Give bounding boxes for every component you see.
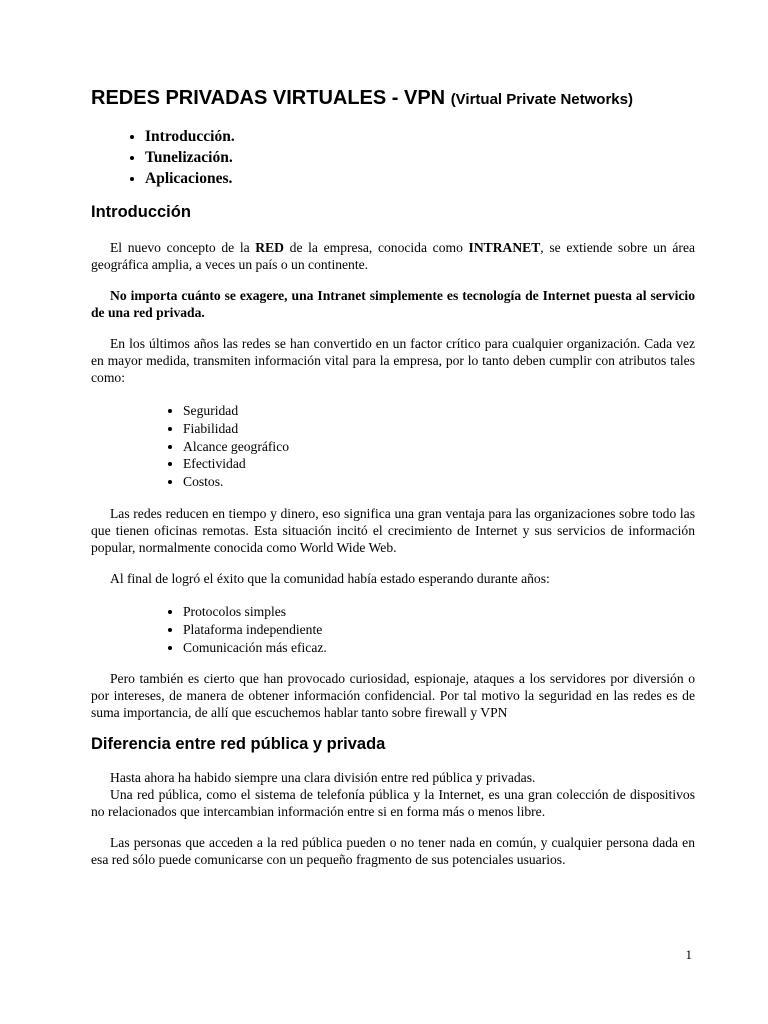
intro-paragraph-4: Las redes reducen en tiempo y dinero, eso significa una gran ventaja para las organizaciones sobre todo las que tienen oficinas remotas. Esta situación incitó el crecimiento de Internet y sus servicios de información popular, normalmente conocida como World Wide Web.	[91, 505, 695, 555]
intro-paragraph-2-bold: No importa cuánto se exagere, una Intranet simplemente es tecnología de Internet puesta al servicio de una red privada.	[91, 288, 695, 320]
document-title	[91, 84, 695, 114]
title-subtitle: (Virtual Private Networks)	[450, 91, 633, 108]
title-main: REDES PRIVADAS VIRTUALES - VPN	[91, 87, 446, 109]
intro-paragraph-5: Al final de logró el éxito que la comunidad había estado esperando durante años:	[110, 570, 550, 586]
difference-paragraph-3: Las personas que acceden a la red pública pueden o no tener nada en común, y cualquier persona dada en esa red sólo puede comunicarse con un pequeño fragmento de sus potenciales usuarios.	[91, 835, 695, 868]
achievements-list	[91, 603, 695, 656]
list-item: • Seguridad	[183, 402, 695, 420]
page-number: 1	[685, 947, 692, 962]
list-item: • Protocolos simples	[183, 603, 695, 621]
red-emphasis: RED	[255, 240, 284, 255]
intro-paragraph-6: Pero también es cierto que han provocado curiosidad, espionaje, ataques a los servidores por diversión o por intereses, de manera de obtener información confidencial. Por tal motivo la seguridad en las redes es de suma importancia, de allí que escuchemos hablar tanto sobre firewall y VPN	[91, 671, 695, 721]
section-heading-diferencia: Diferencia entre red pública y privada	[91, 735, 386, 754]
intro-paragraph-1: El nuevo concepto de la RED de la empresa, conocida como INTRANET, se extiende sobre un área geográfica amplia, a veces un país o un continente.	[91, 240, 696, 272]
list-item: • Alcance geográfico	[183, 438, 695, 456]
attributes-list	[91, 402, 695, 491]
toc-item-tunelizacion: • Tunelización.	[145, 147, 695, 168]
intro-paragraph-3: En los últimos años las redes se han convertido en un factor crítico para cualquier organización. Cada vez en mayor medida, transmiten información vital para la empresa, por lo tanto deben cumplir con atributos tales como:	[91, 336, 695, 385]
section-heading-introduccion: Introducción	[91, 203, 191, 221]
table-of-contents	[91, 126, 695, 189]
toc-item-aplicaciones: • Aplicaciones.	[145, 168, 695, 189]
list-item: • Comunicación más eficaz.	[183, 639, 695, 657]
difference-paragraph-1: Hasta ahora ha habido siempre una clara división entre red pública y privadas.	[110, 770, 536, 786]
difference-paragraph-2: Una red pública, como el sistema de telefonía pública y la Internet, es una gran colección de dispositivos no relacionados que intercambian información entre si en forma más o menos libre.	[91, 787, 695, 820]
document-page	[91, 84, 695, 868]
toc-item-introduccion: • Introducción.	[145, 126, 695, 147]
list-item: • Costos.	[183, 473, 695, 491]
list-item: • Fiabilidad	[183, 420, 695, 438]
list-item: • Plataforma independiente	[183, 621, 695, 639]
list-item: • Efectividad	[183, 455, 695, 473]
intranet-emphasis: INTRANET	[468, 240, 541, 255]
